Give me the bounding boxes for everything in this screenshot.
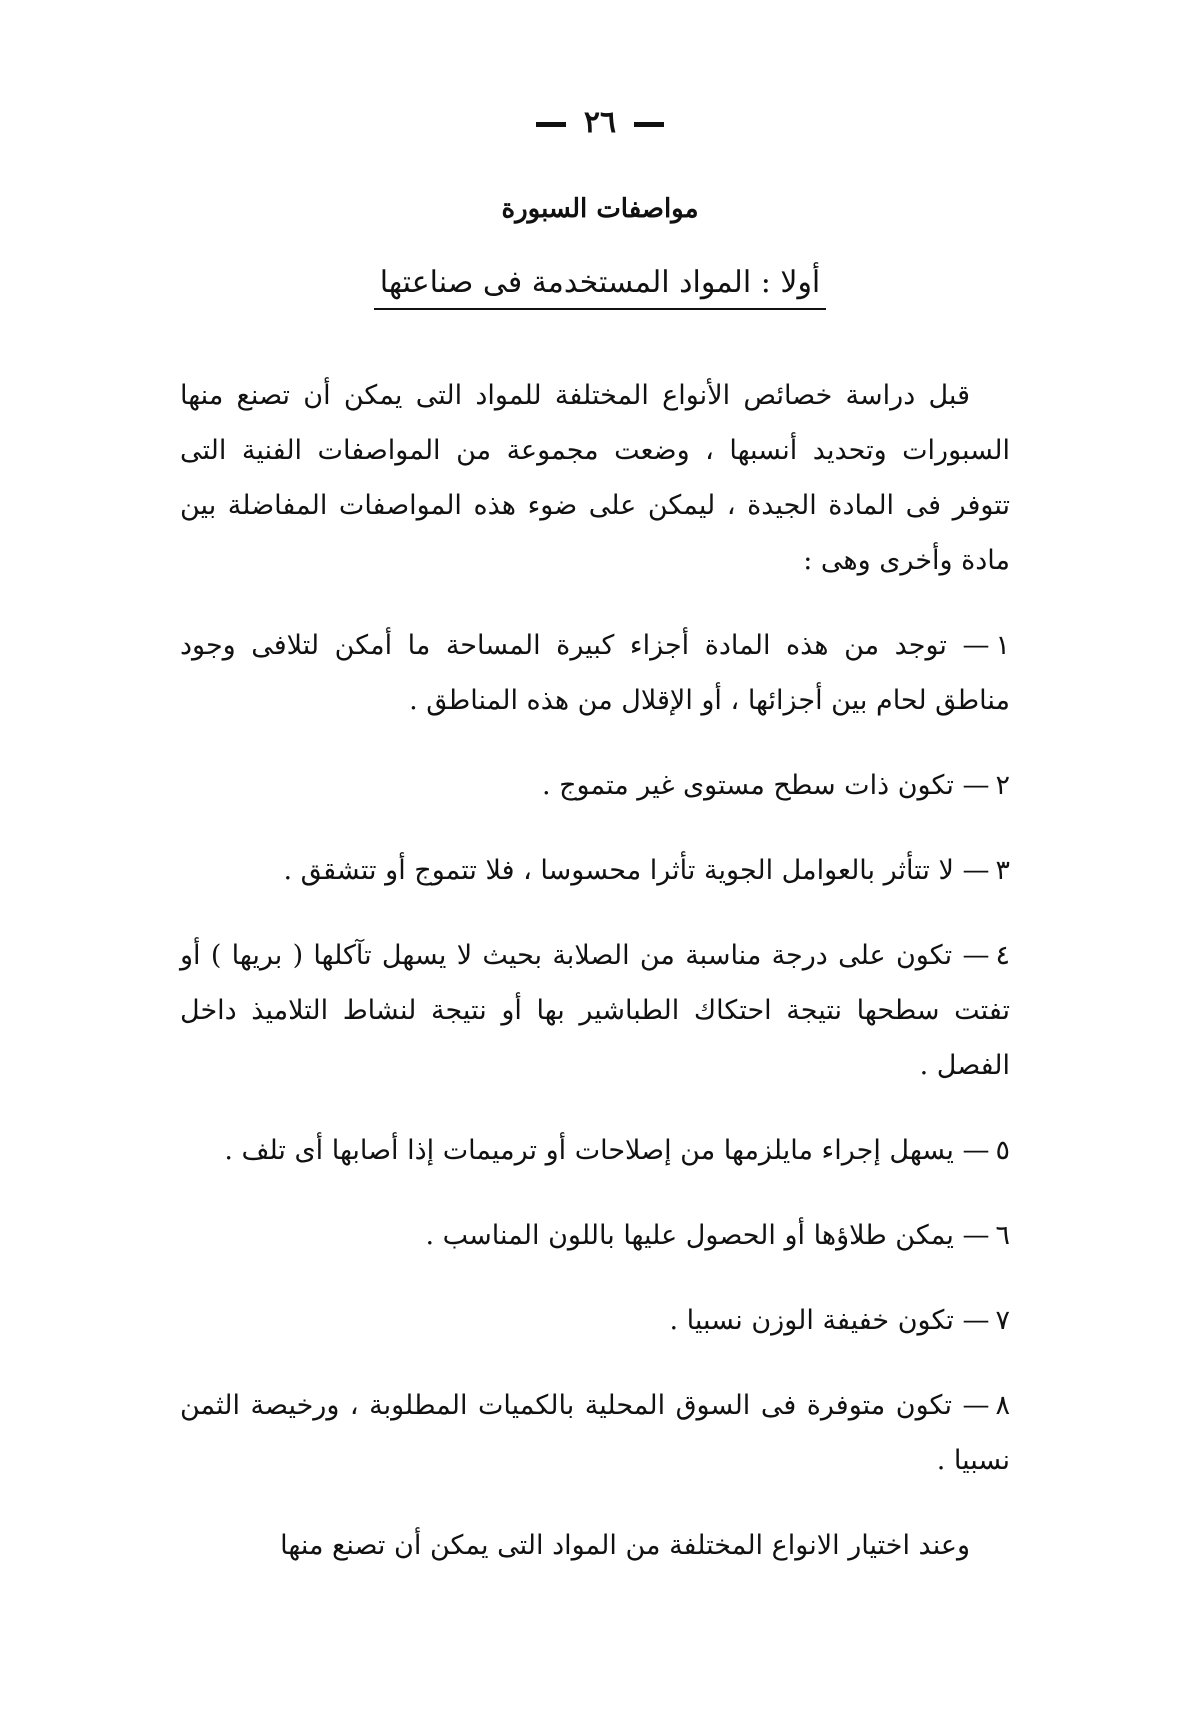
- page-number-dash-right: [634, 122, 664, 127]
- list-item-number: ٢: [995, 770, 1010, 801]
- list-item: [180, 928, 1010, 1093]
- intro-paragraph: قبل دراسة خصائص الأنواع المختلفة للمواد التى يمكن أن تصنع منها السبورات وتحديد أنسبها ، وضعت مجموعة من المواصفات الفنية التى تتوفر فى المادة الجيدة ، ليمكن على ضوء هذه المواصفات المفاضلة بين مادة وأخرى وهى :: [180, 380, 1010, 576]
- page-number-text: ٢٦: [583, 105, 617, 140]
- list-item-text: — لا تتأثر بالعوامل الجوية تأثرا محسوسا ، فلا تتموج أو تتشقق .: [283, 855, 990, 886]
- body-content: [180, 368, 1010, 1573]
- list-item-text: — يسهل إجراء مايلزمها من إصلاحات أو ترميمات إذا أصابها أى تلف .: [224, 1135, 990, 1166]
- list-item-text: — توجد من هذه المادة أجزاء كبيرة المساحة ما أمكن لتلافى وجود مناطق لحام بين أجزائها ، أو الإقلال من هذه المناطق .: [180, 630, 1010, 716]
- list-item: [180, 1208, 1010, 1263]
- list-item-number: ٥: [995, 1135, 1010, 1166]
- list-item-text: — تكون خفيفة الوزن نسبيا .: [669, 1305, 990, 1336]
- list-item-text: — تكون على درجة مناسبة من الصلابة بحيث لا يسهل تآكلها ( بريها ) أو تفتت سطحها نتيجة احتكاك الطباشير بها أو نتيجة لنشاط التلاميذ داخل الفصل .: [180, 940, 1010, 1081]
- list-item: [180, 1378, 1010, 1488]
- section-title: مواصفات السبورة: [501, 194, 699, 224]
- subtitle: أولا : المواد المستخدمة فى صناعتها: [374, 265, 827, 310]
- page-number: [0, 105, 1200, 140]
- list-item-number: ٦: [995, 1220, 1010, 1251]
- list-item: [180, 843, 1010, 898]
- list-item-number: ٧: [995, 1305, 1010, 1336]
- list-item-number: ٣: [995, 855, 1010, 886]
- page-number-dash-left: [536, 122, 566, 127]
- subtitle-wrap: [0, 265, 1200, 310]
- list-item: [180, 1123, 1010, 1178]
- list-item: [180, 618, 1010, 728]
- list-item-number: ٨: [995, 1390, 1010, 1421]
- list-item: [180, 758, 1010, 813]
- closing-paragraph: وعند اختيار الانواع المختلفة من المواد التى يمكن أن تصنع منها: [280, 1530, 970, 1561]
- list-item: [180, 1293, 1010, 1348]
- list-item-text: — تكون ذات سطح مستوى غير متموج .: [541, 770, 990, 801]
- list-item-number: ١: [995, 630, 1010, 661]
- list-item-number: ٤: [995, 940, 1010, 971]
- list-item-text: — يمكن طلاؤها أو الحصول عليها باللون المناسب .: [425, 1220, 990, 1251]
- list-item-text: — تكون متوفرة فى السوق المحلية بالكميات المطلوبة ، ورخيصة الثمن نسبيا .: [180, 1390, 1010, 1476]
